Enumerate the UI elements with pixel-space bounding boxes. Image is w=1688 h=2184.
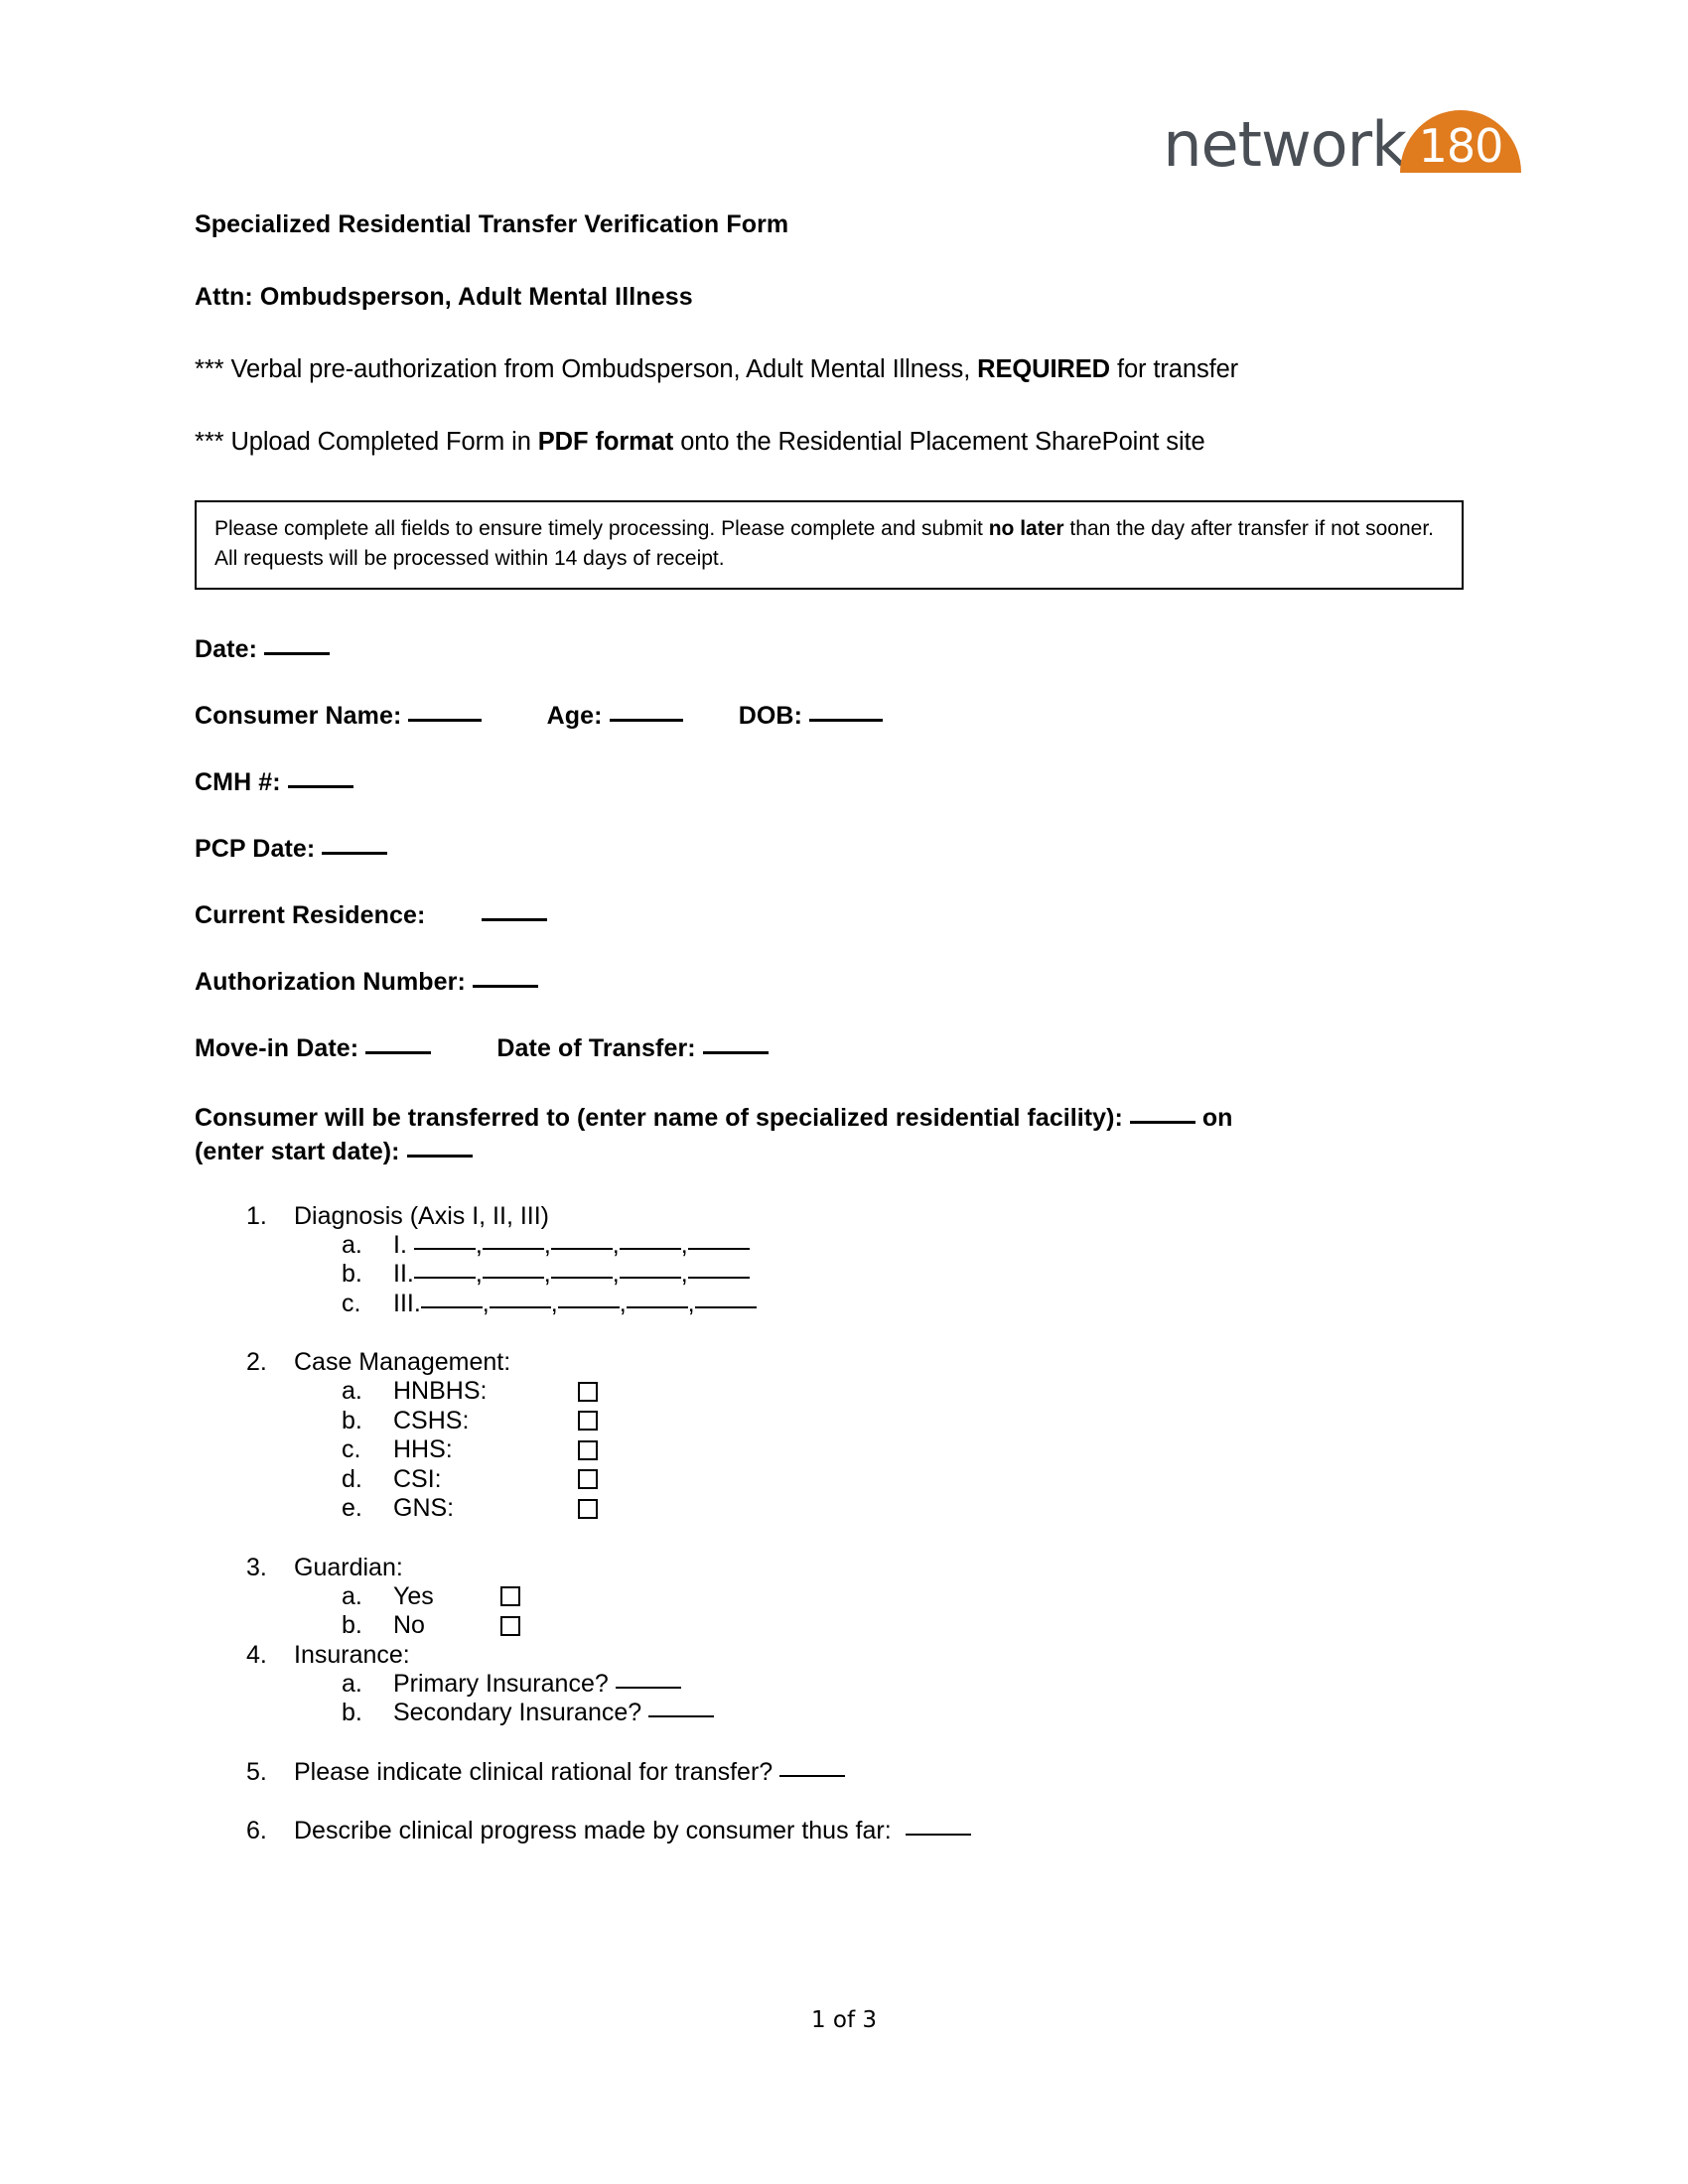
sub-marker: e. bbox=[342, 1494, 362, 1523]
axis-3-blank-4[interactable] bbox=[627, 1306, 688, 1308]
list-item-axis-1 bbox=[294, 1231, 1466, 1261]
sub-marker: b. bbox=[342, 1611, 362, 1640]
sub-marker: a. bbox=[342, 1581, 362, 1610]
item-label: Guardian: bbox=[294, 1553, 403, 1581]
guardian-no-checkbox[interactable] bbox=[500, 1616, 520, 1636]
sub-marker: a. bbox=[342, 1230, 362, 1259]
sub-marker: d. bbox=[342, 1464, 362, 1493]
axis-2-line: II. , , , , bbox=[393, 1260, 750, 1290]
hnbhs-label: HNBHS: bbox=[393, 1377, 488, 1406]
item-label: Please indicate clinical rational for transfer? bbox=[294, 1757, 774, 1786]
logo-wordmark: network bbox=[1163, 107, 1406, 181]
field-date-of-transfer-label: Date of Transfer: bbox=[496, 1033, 696, 1062]
field-age-label: Age: bbox=[546, 701, 603, 730]
list-item-axis-3 bbox=[294, 1290, 1466, 1319]
case-management-sublist bbox=[294, 1377, 1466, 1524]
guardian-no-label: No bbox=[393, 1611, 425, 1640]
list-item-cshs bbox=[294, 1407, 1466, 1436]
axis-1-line: I. , , , , bbox=[393, 1231, 750, 1261]
insurance-sublist bbox=[294, 1670, 1466, 1728]
field-transfer-start-date-blank[interactable] bbox=[407, 1155, 473, 1158]
axis-1-blank-4[interactable] bbox=[620, 1248, 681, 1250]
instructions-text bbox=[214, 514, 1444, 574]
list-item-clinical-rationale bbox=[195, 1758, 1466, 1817]
gns-row bbox=[393, 1494, 1466, 1524]
item-number: 2. bbox=[246, 1348, 267, 1377]
field-dob-label: DOB: bbox=[738, 701, 803, 730]
primary-insurance-blank[interactable] bbox=[616, 1687, 681, 1689]
sub-marker: a. bbox=[342, 1377, 362, 1406]
required-emphasis: REQUIRED bbox=[977, 355, 1110, 383]
sub-marker: b. bbox=[342, 1699, 362, 1727]
sub-marker: a. bbox=[342, 1669, 362, 1698]
document-body bbox=[195, 210, 1466, 1845]
guardian-yes-row bbox=[393, 1582, 1466, 1612]
field-transfer-start-date-label: (enter start date): bbox=[195, 1137, 400, 1165]
hnbhs-checkbox[interactable] bbox=[578, 1382, 598, 1402]
axis-1-blank-2[interactable] bbox=[483, 1248, 544, 1250]
axis-2-blank-1[interactable] bbox=[414, 1277, 476, 1279]
clinical-progress-blank[interactable] bbox=[906, 1834, 971, 1836]
field-date-blank[interactable] bbox=[264, 652, 330, 655]
field-pcp-date bbox=[195, 835, 1466, 864]
csi-label: CSI: bbox=[393, 1464, 442, 1493]
sub-marker: b. bbox=[342, 1260, 362, 1289]
list-item-case-management bbox=[195, 1348, 1466, 1554]
item-number: 3. bbox=[246, 1553, 267, 1581]
gns-label: GNS: bbox=[393, 1494, 455, 1523]
page-footer bbox=[0, 2007, 1688, 2033]
field-current-residence-blank[interactable] bbox=[482, 918, 547, 921]
attn-heading: Attn: Ombudsperson, Adult Mental Illness bbox=[195, 283, 693, 311]
upload-text-pre: *** Upload Completed Form in bbox=[195, 428, 538, 456]
item-number: 1. bbox=[246, 1201, 267, 1230]
cshs-row bbox=[393, 1407, 1466, 1436]
guardian-yes-label: Yes bbox=[393, 1581, 434, 1610]
axis-3-blank-1[interactable] bbox=[421, 1306, 483, 1308]
preauth-text-pre: *** Verbal pre-authorization from Ombudsperson, Adult Mental Illness, bbox=[195, 355, 978, 383]
field-transfer-label: Consumer will be transferred to (enter name of specialized residential facility): bbox=[195, 1103, 1123, 1132]
primary-insurance-label: Primary Insurance? bbox=[393, 1669, 609, 1698]
item-label: Describe clinical progress made by consumer thus far: bbox=[294, 1816, 892, 1844]
item-label: Insurance: bbox=[294, 1640, 410, 1669]
field-cmh-blank[interactable] bbox=[288, 785, 353, 788]
item-label: Diagnosis (Axis I, II, III) bbox=[294, 1201, 550, 1230]
instructions-pre: Please complete all fields to ensure timely processing. Please complete and submit bbox=[214, 517, 989, 540]
upload-text-post: onto the Residential Placement SharePoint site bbox=[673, 428, 1205, 456]
list-item-csi bbox=[294, 1465, 1466, 1495]
list-item-insurance bbox=[195, 1641, 1466, 1758]
list-item-hhs bbox=[294, 1435, 1466, 1465]
field-consumer-name-blank[interactable] bbox=[408, 719, 482, 722]
field-dates-row bbox=[195, 1034, 1466, 1063]
logo-dome-shape bbox=[1400, 110, 1521, 173]
axis-3-label: III. bbox=[393, 1289, 421, 1317]
spacer bbox=[294, 1524, 1466, 1554]
field-dob-blank[interactable] bbox=[809, 719, 883, 722]
hhs-row bbox=[393, 1435, 1466, 1465]
item-number: 6. bbox=[246, 1816, 267, 1844]
field-date-of-transfer-blank[interactable] bbox=[703, 1051, 769, 1054]
list-item-gns bbox=[294, 1494, 1466, 1524]
preauthorization-note bbox=[195, 355, 1466, 384]
clinical-progress-row bbox=[294, 1817, 1466, 1845]
guardian-sublist bbox=[294, 1582, 1466, 1641]
axis-3-blank-3[interactable] bbox=[558, 1306, 620, 1308]
list-item-guardian bbox=[195, 1554, 1466, 1641]
cshs-checkbox[interactable] bbox=[578, 1411, 598, 1431]
item-number: 4. bbox=[246, 1640, 267, 1669]
instructions-post: than the day after transfer if not sooner. All requests will be processed within 14 days of receipt. bbox=[214, 517, 1434, 570]
axis-2-blank-4[interactable] bbox=[620, 1277, 681, 1279]
field-date bbox=[195, 635, 1466, 664]
clinical-rationale-row bbox=[294, 1758, 1466, 1787]
instructions-box bbox=[195, 500, 1464, 590]
network180-logo bbox=[1163, 95, 1521, 181]
list-item-secondary-insurance bbox=[294, 1699, 1466, 1728]
axis-2-blank-2[interactable] bbox=[483, 1277, 544, 1279]
axis-3-blank-2[interactable] bbox=[490, 1306, 551, 1308]
field-transfer-destination bbox=[195, 1101, 1466, 1168]
logo-number: 180 bbox=[1418, 119, 1503, 173]
item-label: Case Management: bbox=[294, 1348, 511, 1377]
field-age-blank[interactable] bbox=[610, 719, 683, 722]
list-item-clinical-progress bbox=[195, 1817, 1466, 1845]
field-transfer-facility-blank[interactable] bbox=[1130, 1121, 1196, 1124]
list-item-diagnosis bbox=[195, 1202, 1466, 1349]
field-authorization-number-blank[interactable] bbox=[473, 985, 538, 988]
guardian-yes-checkbox[interactable] bbox=[500, 1586, 520, 1606]
axis-3-blank-5[interactable] bbox=[695, 1306, 757, 1308]
field-pcp-date-label: PCP Date: bbox=[195, 834, 316, 863]
field-authorization-number bbox=[195, 968, 1466, 997]
pdf-format-emphasis: PDF format bbox=[537, 428, 674, 456]
field-consumer-row bbox=[195, 702, 1466, 731]
gns-checkbox[interactable] bbox=[578, 1499, 598, 1519]
sub-marker: c. bbox=[342, 1435, 361, 1464]
csi-row bbox=[393, 1465, 1466, 1495]
diagnosis-sublist bbox=[294, 1231, 1466, 1319]
spacer bbox=[294, 1728, 1466, 1758]
axis-2-blank-3[interactable] bbox=[551, 1277, 613, 1279]
list-item-axis-2 bbox=[294, 1260, 1466, 1290]
no-later-emphasis: no later bbox=[988, 517, 1064, 540]
form-questions-list bbox=[195, 1202, 1466, 1845]
guardian-no-row bbox=[393, 1611, 1466, 1641]
list-item-hnbhs bbox=[294, 1377, 1466, 1407]
hhs-label: HHS: bbox=[393, 1435, 453, 1464]
list-item-guardian-yes bbox=[294, 1582, 1466, 1612]
page-title: Specialized Residential Transfer Verification Form bbox=[195, 210, 789, 238]
axis-2-label: II. bbox=[393, 1260, 414, 1289]
upload-note bbox=[195, 428, 1466, 457]
spacer bbox=[294, 1318, 1466, 1348]
spacer bbox=[294, 1787, 1466, 1817]
axis-2-blank-5[interactable] bbox=[688, 1277, 750, 1279]
field-move-in-date-label: Move-in Date: bbox=[195, 1033, 359, 1062]
csi-checkbox[interactable] bbox=[578, 1469, 598, 1489]
page-number: 1 of 3 bbox=[810, 2007, 878, 2033]
field-pcp-date-blank[interactable] bbox=[322, 852, 387, 855]
hhs-checkbox[interactable] bbox=[578, 1440, 598, 1460]
secondary-insurance-label: Secondary Insurance? bbox=[393, 1699, 642, 1727]
secondary-insurance-blank[interactable] bbox=[648, 1715, 714, 1717]
sub-marker: c. bbox=[342, 1289, 361, 1317]
field-transfer-on: on bbox=[1201, 1103, 1233, 1132]
sub-marker: b. bbox=[342, 1406, 362, 1434]
hnbhs-row bbox=[393, 1377, 1466, 1407]
list-item-guardian-no bbox=[294, 1611, 1466, 1641]
item-number: 5. bbox=[246, 1757, 267, 1786]
field-current-residence bbox=[195, 901, 1466, 930]
field-cmh-label: CMH #: bbox=[195, 767, 281, 796]
cshs-label: CSHS: bbox=[393, 1406, 470, 1434]
axis-1-blank-1[interactable] bbox=[414, 1248, 476, 1250]
field-consumer-name-label: Consumer Name: bbox=[195, 701, 402, 730]
field-authorization-number-label: Authorization Number: bbox=[195, 967, 466, 996]
axis-1-label: I. bbox=[393, 1230, 407, 1259]
list-item-primary-insurance bbox=[294, 1670, 1466, 1700]
field-cmh bbox=[195, 768, 1466, 797]
field-date-label: Date: bbox=[195, 634, 258, 663]
field-move-in-date-blank[interactable] bbox=[365, 1051, 431, 1054]
axis-3-line: III. , , , , bbox=[393, 1290, 757, 1319]
field-current-residence-label: Current Residence: bbox=[195, 900, 426, 929]
preauth-text-post: for transfer bbox=[1109, 355, 1239, 383]
clinical-rationale-blank[interactable] bbox=[779, 1775, 845, 1777]
axis-1-blank-5[interactable] bbox=[688, 1248, 750, 1250]
axis-1-blank-3[interactable] bbox=[551, 1248, 613, 1250]
